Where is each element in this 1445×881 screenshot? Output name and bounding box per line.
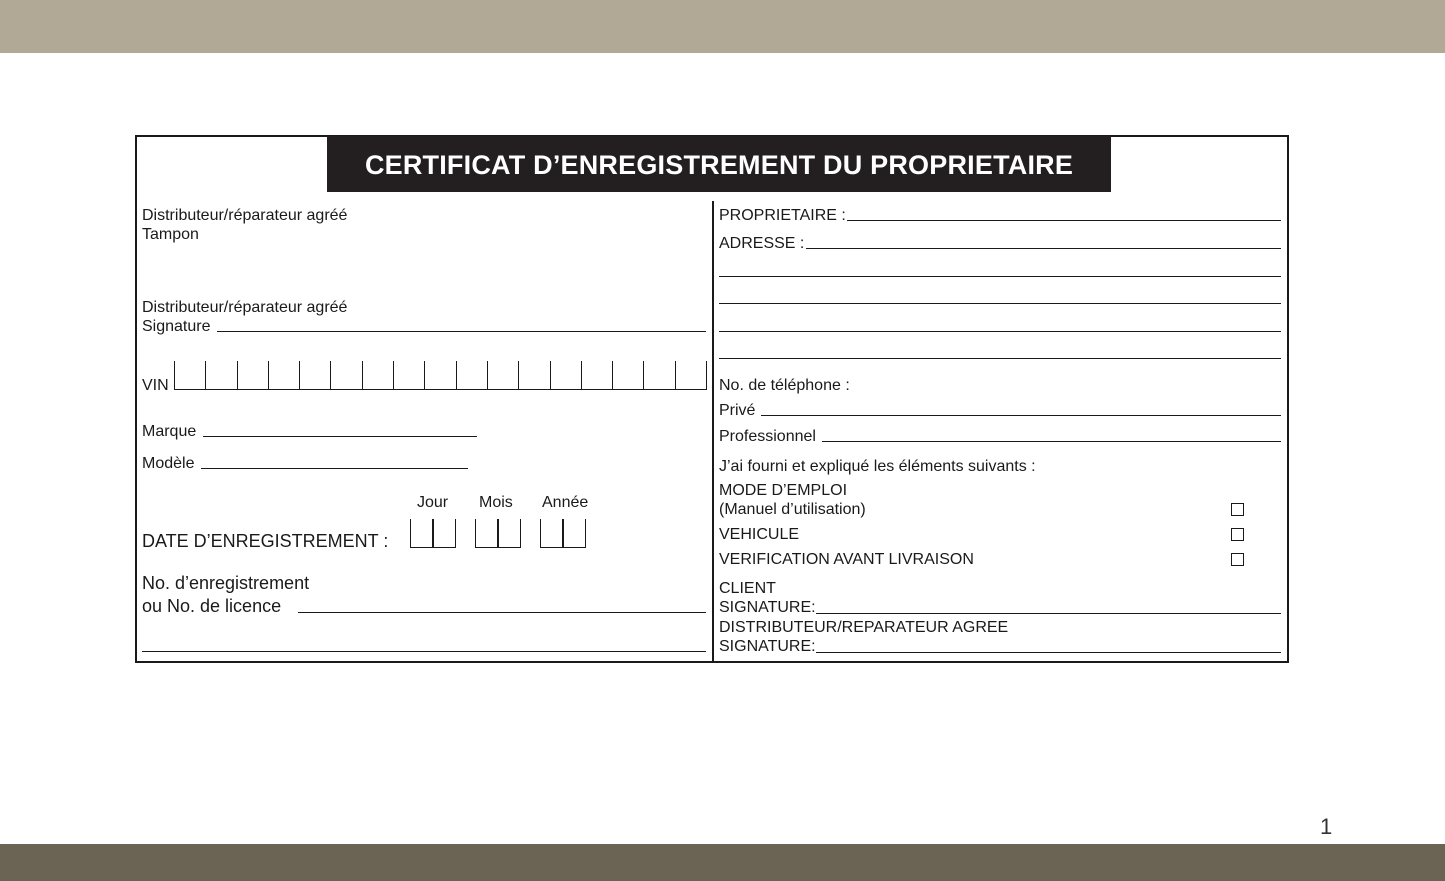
year-label: Année <box>542 494 589 511</box>
vin-cell-divider <box>424 361 426 389</box>
address-line-3[interactable] <box>719 303 1281 304</box>
address-line-2[interactable] <box>719 276 1281 277</box>
client-label: CLIENT <box>719 580 776 597</box>
vin-cell-divider <box>675 361 677 389</box>
bottom-band <box>0 844 1445 881</box>
predelivery-inspection-label: VERIFICATION AVANT LIVRAISON <box>719 551 974 568</box>
model-label: Modèle <box>142 455 195 472</box>
vin-cell-divider <box>487 361 489 389</box>
vin-cell-divider <box>268 361 270 389</box>
vin-cell-divider <box>550 361 552 389</box>
client-signature-label: SIGNATURE: <box>719 599 816 616</box>
day-field[interactable] <box>410 519 456 548</box>
make-line[interactable] <box>203 436 477 437</box>
registration-date-label: DATE D’ENREGISTREMENT : <box>142 531 389 551</box>
address-label: ADRESSE : <box>719 235 805 252</box>
address-line-5[interactable] <box>719 358 1281 359</box>
client-signature-line[interactable] <box>816 613 1281 614</box>
vin-cell-divider <box>393 361 395 389</box>
vin-cell-divider <box>706 361 708 389</box>
vin-cell-divider <box>237 361 239 389</box>
owner-label: PROPRIETAIRE : <box>719 207 846 224</box>
vin-cell-divider <box>643 361 645 389</box>
predelivery-inspection-checkbox[interactable] <box>1231 553 1244 566</box>
owner-manual-checkbox[interactable] <box>1231 503 1244 516</box>
make-label: Marque <box>142 423 197 440</box>
private-phone-label: Privé <box>719 402 756 419</box>
licence-number-label: ou No. de licence <box>142 596 282 616</box>
year-field[interactable] <box>540 519 586 548</box>
registration-form <box>135 135 1289 663</box>
private-phone-line[interactable] <box>761 415 1281 416</box>
form-title: CERTIFICAT D’ENREGISTREMENT DU PROPRIETAIRE <box>327 136 1111 192</box>
signature-label: Signature <box>142 318 211 335</box>
month-label: Mois <box>479 494 513 511</box>
work-phone-label: Professionnel <box>719 428 816 445</box>
dealer-signature-label-right: SIGNATURE: <box>719 638 816 655</box>
page-number: 1 <box>1320 814 1333 839</box>
registration-number-line-2[interactable] <box>142 651 706 652</box>
phone-label: No. de téléphone : <box>719 377 850 394</box>
dealer-label: DISTRIBUTEUR/REPARATEUR AGREE <box>719 619 1009 636</box>
vin-cell-divider <box>330 361 332 389</box>
vehicle-label: VEHICULE <box>719 526 800 543</box>
vehicle-checkbox[interactable] <box>1231 528 1244 541</box>
column-divider <box>712 201 714 663</box>
work-phone-line[interactable] <box>822 441 1281 442</box>
registration-number-line[interactable] <box>298 612 706 613</box>
vin-cell-divider <box>299 361 301 389</box>
vin-cell-divider <box>456 361 458 389</box>
month-field[interactable] <box>475 519 521 548</box>
day-label: Jour <box>417 494 449 511</box>
owner-manual-label: MODE D’EMPLOI <box>719 482 848 499</box>
owner-line[interactable] <box>847 220 1281 221</box>
dealer-signature-line[interactable] <box>217 331 706 332</box>
dealer-signature-line-right[interactable] <box>816 652 1281 653</box>
vin-cell-divider <box>205 361 207 389</box>
dealer-stamp-label: Distributeur/réparateur agréé <box>142 207 348 224</box>
vin-label: VIN <box>142 377 169 394</box>
address-line-4[interactable] <box>719 331 1281 332</box>
vin-field[interactable] <box>174 361 707 390</box>
vin-cell-divider <box>612 361 614 389</box>
dealer-signature-label: Distributeur/réparateur agréé <box>142 299 348 316</box>
explained-items-label: J’ai fourni et expliqué les éléments suivants : <box>719 458 1036 475</box>
vin-cell-divider <box>518 361 520 389</box>
vin-cell-divider <box>362 361 364 389</box>
top-band <box>0 0 1445 53</box>
model-line[interactable] <box>201 468 468 469</box>
address-line-1[interactable] <box>806 248 1281 249</box>
stamp-label: Tampon <box>142 226 199 243</box>
registration-number-label: No. d’enregistrement <box>142 573 310 593</box>
vin-cell-divider <box>581 361 583 389</box>
owner-manual-sub-label: (Manuel d’utilisation) <box>719 501 866 518</box>
